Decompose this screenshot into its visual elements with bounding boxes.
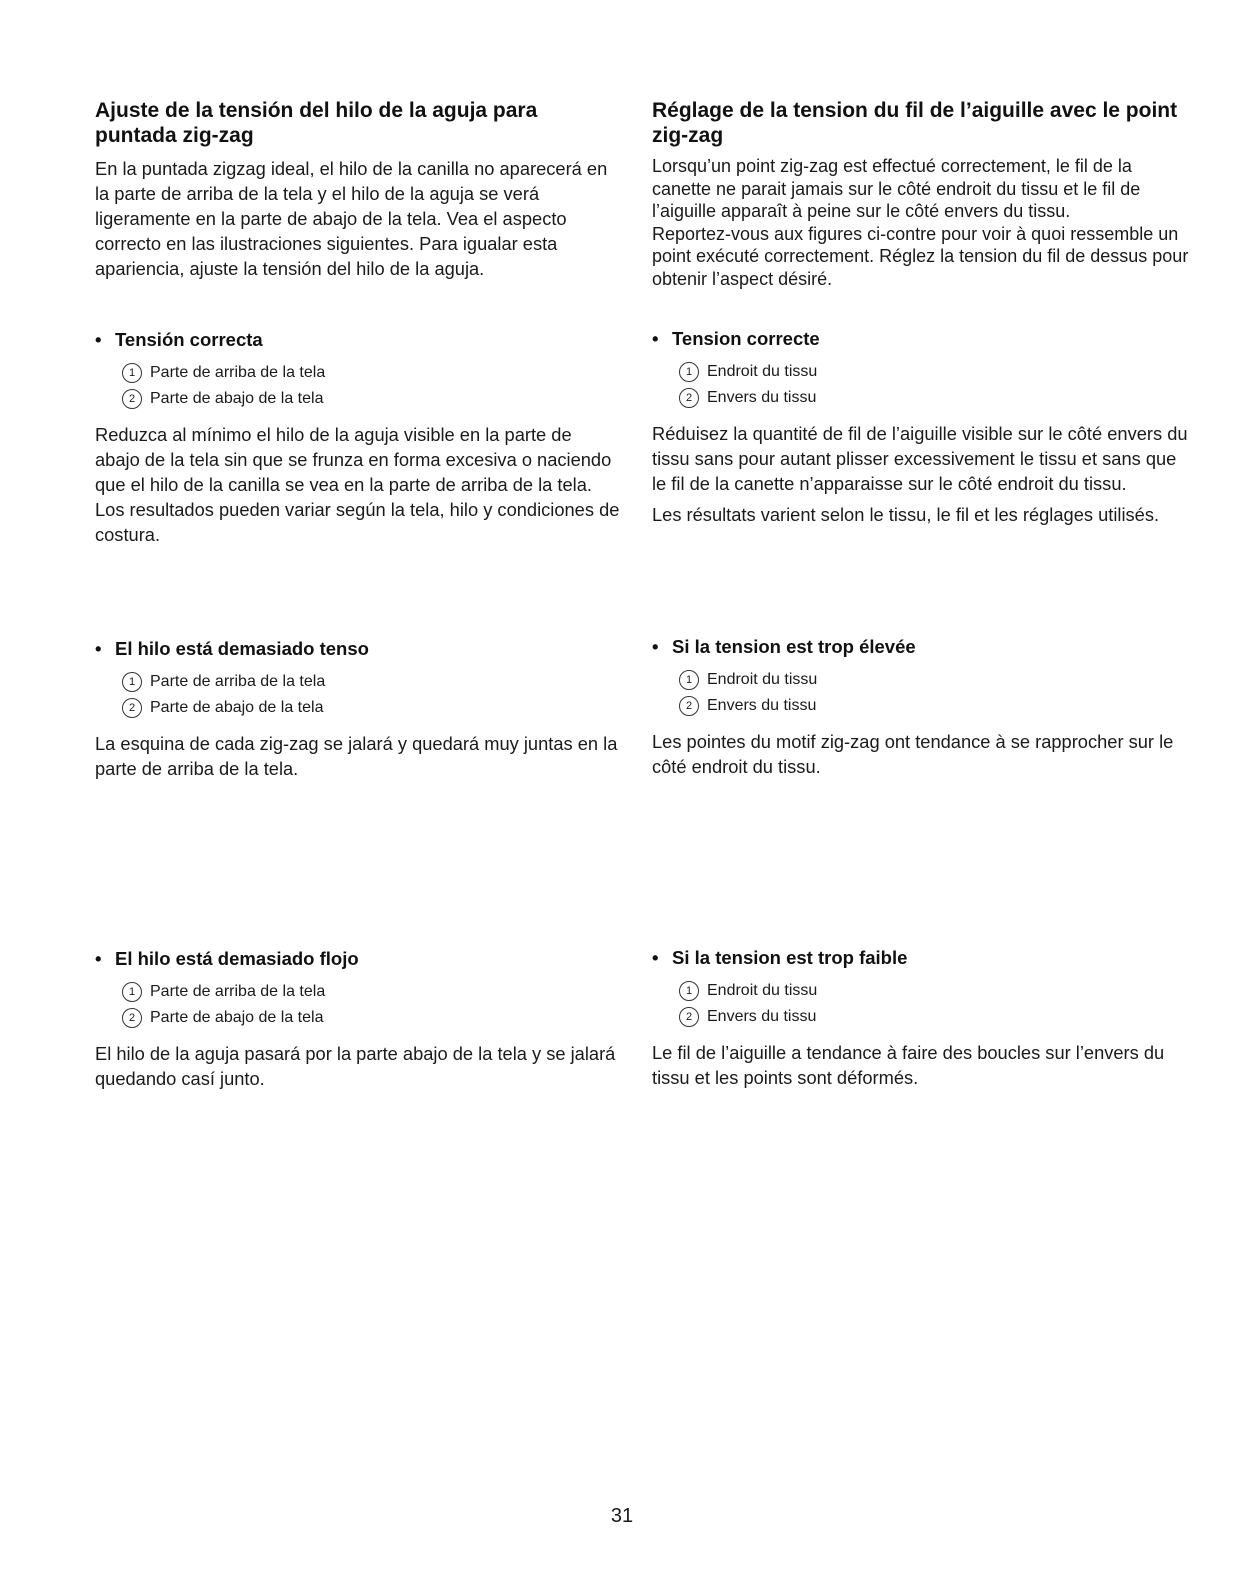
list-item bbox=[679, 978, 1192, 1004]
section-description: El hilo de la aguja pasará por la parte abajo de la tela y se jalará quedando casí junto. bbox=[95, 1043, 616, 1089]
item-label: Parte de abajo de la tela bbox=[150, 699, 324, 716]
spanish-section-correct bbox=[95, 328, 620, 547]
circled-number: 1 bbox=[679, 670, 699, 690]
item-label: Envers du tissu bbox=[707, 697, 817, 714]
item-list bbox=[122, 669, 620, 721]
french-intro: Lorsqu’un point zig-zag est effectué correctement, le fil de la canette ne parait jamais sur le côté endroit du tissu et le fil de l’aiguille apparaît à peine sur le côté envers du tissu. bbox=[652, 156, 1141, 221]
item-label: Parte de abajo de la tela bbox=[150, 1009, 324, 1026]
french-intro-2: Reportez-vous aux figures ci-contre pour voir à quoi ressemble un point exécuté correctement. Réglez la tension du fil de dessus pour obtenir l’aspect désiré. bbox=[652, 223, 1189, 289]
list-item bbox=[122, 979, 620, 1005]
page-number: 31 bbox=[610, 1505, 634, 1527]
item-label: Parte de arriba de la tela bbox=[150, 673, 326, 690]
item-list bbox=[122, 360, 620, 412]
circled-number: 1 bbox=[122, 672, 142, 692]
french-column bbox=[652, 98, 1192, 1088]
circled-number: 2 bbox=[679, 696, 699, 716]
item-label: Parte de arriba de la tela bbox=[150, 364, 326, 381]
circled-number: 2 bbox=[679, 388, 699, 408]
item-list bbox=[679, 978, 1192, 1030]
circled-number: 2 bbox=[122, 389, 142, 409]
section-heading: Tensión correcta bbox=[115, 329, 263, 350]
section-description: Reduzca al mínimo el hilo de la aguja visible en la parte de abajo de la tela sin que se frunza en forma excesiva o naciendo que el hilo de la canilla se vea en la parte de arriba de la tela. Los resultados pueden variar según la tela, hilo y condiciones de costura. bbox=[95, 424, 620, 545]
item-list bbox=[679, 667, 1192, 719]
circled-number: 1 bbox=[122, 363, 142, 383]
item-list bbox=[679, 359, 1192, 411]
bullet-dot: • bbox=[95, 638, 102, 659]
section-description: La esquina de cada zig-zag se jalará y quedará muy juntas en la parte de arriba de la tela. bbox=[95, 733, 618, 779]
item-label: Envers du tissu bbox=[707, 389, 817, 406]
list-item bbox=[122, 695, 620, 721]
list-item bbox=[679, 693, 1192, 719]
item-label: Endroit du tissu bbox=[707, 982, 818, 999]
circled-number: 1 bbox=[122, 982, 142, 1002]
item-label: Envers du tissu bbox=[707, 1008, 817, 1025]
section-description-2: Les résultats varient selon le tissu, le fil et les réglages utilisés. bbox=[652, 504, 1160, 525]
item-label: Parte de abajo de la tela bbox=[150, 390, 324, 407]
section-heading: El hilo está demasiado tenso bbox=[115, 638, 369, 659]
list-item bbox=[679, 385, 1192, 411]
bullet-dot: • bbox=[652, 636, 659, 657]
bullet-dot: • bbox=[652, 328, 659, 349]
bullet-dot: • bbox=[95, 948, 102, 969]
french-section-too-high bbox=[652, 635, 1192, 779]
circled-number: 2 bbox=[122, 1008, 142, 1028]
section-description: Le fil de l’aiguille a tendance à faire des boucles sur l’envers du tissu et les points sont déformés. bbox=[652, 1042, 1165, 1088]
french-title: Réglage de la tension du fil de l’aiguille avec le point zig-zag bbox=[652, 99, 1178, 147]
circled-number: 1 bbox=[679, 362, 699, 382]
item-label: Endroit du tissu bbox=[707, 671, 818, 688]
item-label: Endroit du tissu bbox=[707, 363, 818, 380]
spanish-column bbox=[95, 98, 620, 1089]
spanish-section-too-tight bbox=[95, 637, 620, 781]
spanish-title: Ajuste de la tensión del hilo de la aguja para puntada zig-zag bbox=[95, 99, 538, 147]
section-heading: Si la tension est trop élevée bbox=[672, 636, 916, 657]
section-heading: El hilo está demasiado flojo bbox=[115, 948, 359, 969]
section-description: Réduisez la quantité de fil de l’aiguille visible sur le côté envers du tissu sans pour autant plisser excessivement le tissu et sans que le fil de la canette n’apparaisse sur le côté endroit du tissu. bbox=[652, 423, 1188, 494]
french-section-correct bbox=[652, 327, 1192, 527]
item-list bbox=[122, 979, 620, 1031]
circled-number: 1 bbox=[679, 981, 699, 1001]
spanish-intro: En la puntada zigzag ideal, el hilo de la canilla no aparecerá en la parte de arriba de la tela y el hilo de la aguja se verá ligeramente en la parte de abajo de la tela. Vea el aspecto correcto en las ilustraciones siguientes. Para igualar esta apariencia, ajuste la tensión del hilo de la aguja. bbox=[95, 158, 608, 279]
item-label: Parte de arriba de la tela bbox=[150, 983, 326, 1000]
list-item bbox=[679, 1004, 1192, 1030]
section-description: Les pointes du motif zig-zag ont tendance à se rapprocher sur le côté endroit du tissu. bbox=[652, 731, 1174, 777]
list-item bbox=[122, 1005, 620, 1031]
bullet-dot: • bbox=[95, 329, 102, 350]
section-heading: Tension correcte bbox=[672, 328, 820, 349]
list-item bbox=[679, 667, 1192, 693]
bullet-dot: • bbox=[652, 947, 659, 968]
list-item bbox=[122, 669, 620, 695]
french-section-too-low bbox=[652, 946, 1192, 1090]
section-heading: Si la tension est trop faible bbox=[672, 947, 908, 968]
list-item bbox=[679, 359, 1192, 385]
circled-number: 2 bbox=[679, 1007, 699, 1027]
spanish-section-too-loose bbox=[95, 947, 620, 1091]
circled-number: 2 bbox=[122, 698, 142, 718]
list-item bbox=[122, 360, 620, 386]
list-item bbox=[122, 386, 620, 412]
